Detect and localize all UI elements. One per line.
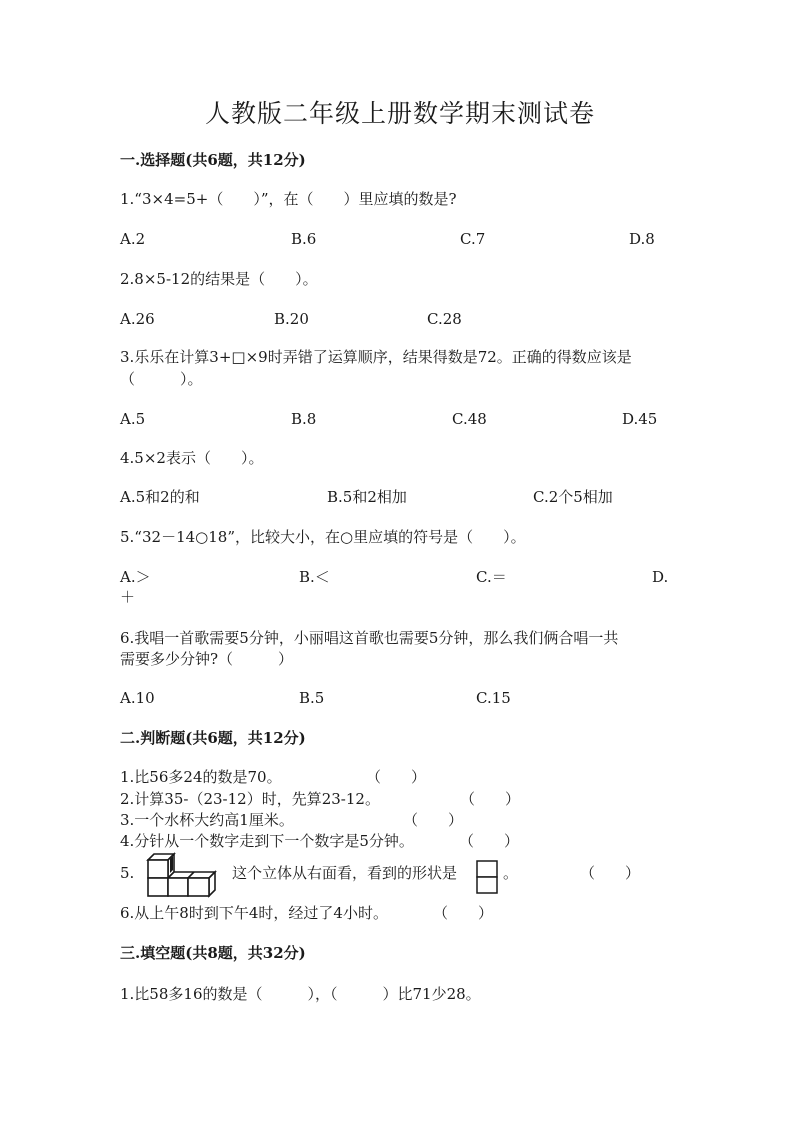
q3-option-b: B.8 xyxy=(291,410,317,428)
judge-item-3: 3.一个水杯大约高1厘米。 xyxy=(120,811,294,829)
page-title: 人教版二年级上册数学期末测试卷 xyxy=(204,99,595,128)
q5-option-c: C.＝ xyxy=(476,568,507,586)
q4-option-c: C.2个5相加 xyxy=(533,488,613,506)
question-4: 4.5×2表示（ ）。 xyxy=(120,449,264,467)
judge-item-5-end: 。 xyxy=(503,864,519,882)
question-2: 2.8×5-12的结果是（ ）。 xyxy=(120,270,318,288)
judge-item-6: 6.从上午8时到下午4时，经过了4小时。 xyxy=(120,904,388,922)
cube-stack-figure xyxy=(146,852,218,898)
q6-option-a: A.10 xyxy=(120,689,155,707)
judge-item-5-paren: （ ） xyxy=(580,864,641,882)
q1-option-b: B.6 xyxy=(291,230,317,248)
section-header-judge: 二.判断题(共6题，共12分) xyxy=(120,729,306,747)
question-1: 1.“3×4=5+（ ）”，在（ ）里应填的数是? xyxy=(120,190,457,208)
q3-option-c: C.48 xyxy=(452,410,487,428)
q4-option-b: B.5和2相加 xyxy=(327,488,407,506)
judge-item-2: 2.计算35-（23-12）时，先算23-12。 xyxy=(120,790,380,808)
question-3: 3.乐乐在计算3+□×9时弄错了运算顺序，结果得数是72。正确的得数应该是 xyxy=(120,348,632,366)
question-6-cont: 需要多少分钟?（ ） xyxy=(120,650,294,668)
q1-option-c: C.7 xyxy=(460,230,486,248)
two-squares-figure xyxy=(476,860,498,894)
q5-option-b: B.＜ xyxy=(299,568,330,586)
judge-item-5-number: 5. xyxy=(120,864,135,882)
judge-item-1: 1.比56多24的数是70。 xyxy=(120,768,282,786)
judge-item-1-paren: （ ） xyxy=(366,768,427,786)
judge-item-3-paren: （ ） xyxy=(403,811,464,829)
question-5: 5.“32－14○18”，比较大小，在○里应填的符号是（ ）。 xyxy=(120,528,526,546)
q2-option-c: C.28 xyxy=(427,310,462,328)
q3-option-a: A.5 xyxy=(120,410,146,428)
judge-item-5: 这个立体从右面看，看到的形状是 xyxy=(232,864,458,882)
q6-option-c: C.15 xyxy=(476,689,511,707)
q5-option-d: D. xyxy=(652,568,669,586)
judge-item-4: 4.分针从一个数字走到下一个数字是5分钟。 xyxy=(120,832,414,850)
section-header-choice: 一.选择题(共6题，共12分) xyxy=(120,151,306,169)
q6-option-b: B.5 xyxy=(299,689,325,707)
q5-option-d-symbol: ＋ xyxy=(120,588,136,606)
q1-option-d: D.8 xyxy=(629,230,655,248)
q2-option-a: A.26 xyxy=(120,310,155,328)
question-3-cont: （ ）。 xyxy=(120,370,203,388)
q2-option-b: B.20 xyxy=(274,310,309,328)
q5-option-a: A.＞ xyxy=(120,568,151,586)
q4-option-a: A.5和2的和 xyxy=(120,488,200,506)
judge-item-6-paren: （ ） xyxy=(433,904,494,922)
judge-item-4-paren: （ ） xyxy=(459,832,520,850)
section-header-fill: 三.填空题(共8题，共32分) xyxy=(120,944,306,962)
fill-question-1: 1.比58多16的数是（ ），（ ）比71少28。 xyxy=(120,985,481,1003)
judge-item-2-paren: （ ） xyxy=(460,790,521,808)
q3-option-d: D.45 xyxy=(622,410,658,428)
question-6: 6.我唱一首歌需要5分钟，小丽唱这首歌也需要5分钟，那么我们俩合唱一共 xyxy=(120,629,619,647)
q1-option-a: A.2 xyxy=(120,230,146,248)
